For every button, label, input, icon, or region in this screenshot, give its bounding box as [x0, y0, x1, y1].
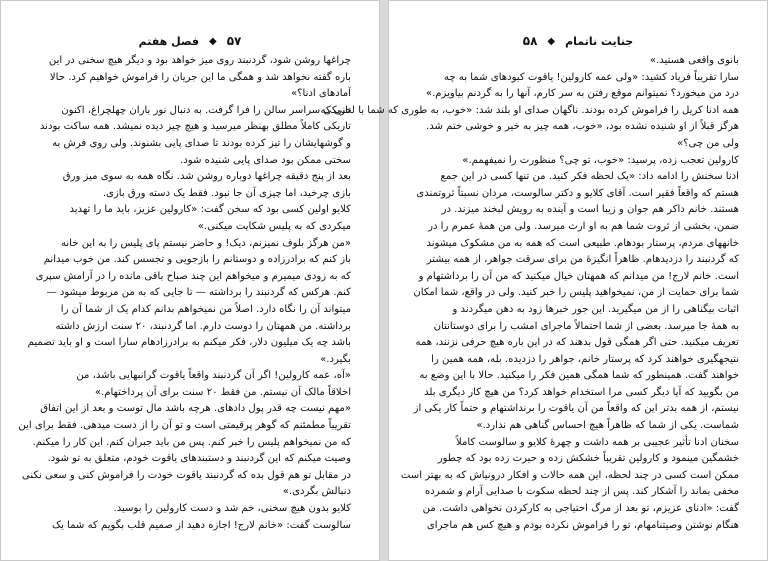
text-line: همه ادنا کریل را فراموش کرده بودند. ناگهان صدای او بلند شد: «خوب، به طوری که شما با لحنی که [320, 104, 739, 116]
text-line: گفت: «ادنای عزیزم، تو بعد از مرگ احتیاجی به کارکردن نخواهی داشت. من [422, 503, 739, 515]
text-line: برداشته. من همهتان را دوست دارم. اما گردنبند، ۲۰ سنت ارزش داشته [55, 320, 351, 332]
text-line: هستند. خانم داکر هم جوان و زیبا است و آینده به رویش لبخند میزند. در [441, 204, 739, 216]
text-line: ولی من چی؟» [676, 137, 739, 149]
text-line: که من نمیخواهم پلیس را خبر کنم. پس من باید جبران کنم. این کار را میکنم. [32, 436, 351, 448]
text-line: سالوست گفت: «خانم لارج! اجازه دهید از صمیم قلب بگویم که شما یک [51, 519, 351, 531]
text-line: میتواند آن را نگاه دارد. اصلاً من نمیخواهم بدانم کدام یک از شما آن را [60, 303, 351, 315]
text-line: باز کنم که برادرزاده و دوستانم را بازجویی و تجسس کند. من خوب میدانم [43, 254, 351, 266]
text-line: اثبات بیگناهی را از من میگیرید. این جور خبرها زود به دهن میگردند و [452, 303, 739, 315]
text-line: که گردنبند را دزدیدهام. ظاهراً انگیزهٔ من برای سرقت جواهر، از همه بیشتر [426, 254, 739, 266]
text-line: بعد از پنج دقیقه چراغها دوباره روشن شد. نگاه همه به سوی میز ورق [62, 171, 351, 183]
left-page [0, 0, 380, 561]
text-line: هستم که واقعاً فقیر است. آقای کلایو و دکتر سالوست، مردان نسبتاً ثروتمندی [416, 187, 739, 199]
page-number: ۵۸ [522, 34, 538, 48]
text-line: خانههای مردم، پرستار بودهام. طبیعی است که همه به من مشکوک میشوند [426, 237, 739, 249]
text-line: ممکن است کسی در چند لحظه، این همه حالات و افکار درونیاش که به بهتر است [400, 469, 739, 481]
text-line: آمادهای ادنا؟» [290, 88, 351, 100]
text-line: ضمن، بخشی از ثروت شما هم به او ارث میرسد. ولی من همهٔ عمرم را در [428, 220, 739, 232]
text-line: هنگام نوشتن وصیتنامهام، تو را فراموش نکرده بودم و هیچ کس هم ماجرای [426, 519, 739, 531]
book-title: جنایت ناتمام [565, 34, 634, 48]
text-line: چراغها روشن شود، گردنبند روی میز خواهد بود و دیگر هیچ سخنی در این [48, 55, 351, 66]
text-line: تقریباً مطمئنم که گوهر پرقیمتی است و تو آن را از دست میدهی. فقط برای این [18, 420, 351, 432]
diamond-separator-icon: ◆ [209, 35, 217, 47]
text-line: میکردی که به پلیس شکایت میکنی.» [197, 220, 351, 232]
diamond-separator-icon: ◆ [547, 35, 556, 47]
page-body [18, 53, 351, 534]
text-line: «مهم نیست چه قدر پول دادهای. هرچه باشد مال توست و بعد از این اتفاق [40, 403, 351, 415]
page-header [29, 31, 351, 51]
text-line: مخفی بماند را آشکار کند. پس از چند لحظه سکوت با صدایی آرام و شمرده [424, 486, 739, 498]
text-line: نتیجهگیری خواهند کرد که پرستار خانم، جواهر را دزدیده. بله، همه همین را [431, 353, 739, 365]
text-line: کلایو اولین کسی بود که سخن گفت: «کارولین عزیز، باید ما را تهدید [69, 204, 351, 216]
text-line: خواهند گفت. همینطور که شما همگی همین فکر را میکنید. حالا با این وضع به [419, 370, 739, 382]
text-line: کنم. هرکس که گردنبند را برداشته — تا جایی که به من مربوط میشود — [46, 287, 351, 299]
text-line: من بگویید که آیا دیگر کسی مرا استخدام خواهد کرد؟ من هیچ کار دیگری بلد [424, 386, 739, 398]
text-line: نیستم، از همه بدتر این که واقعاً من آن یاقوت را برنداشتهام و حتماً کار یکی از [413, 403, 739, 415]
page-number: ۵۷ [226, 34, 242, 48]
text-line: کلایو بدون هیچ سخنی، خم شد و دست کارولین را بوسید. [113, 503, 351, 515]
text-line: «من هرگز بلوف نمیزنم، دیک! و حاضر نیستم پای پلیس را به این خانه [60, 237, 351, 249]
text-line: «آه، عمه کارولین! اگر آن گردنبند واقعاً یاقوت گرانبهایی باشد، من [76, 370, 351, 382]
text-line: تاریکی کاملاً مطلق بهنظر میرسید و هیچ چیز دیده نمیشد. همه ساکت بودند [39, 121, 351, 133]
text-line: و گوشهایشان را تیز کرده بودند تا صدای پایی بشنوند. ولی روی فرش به [52, 137, 351, 149]
text-line: تعریف میکنید. حتی اگر همگی قول بدهند که در این باره هیچ حرفی نزنند، همه [415, 337, 739, 349]
text-line: سارا تقریباً فریاد کشید: «ولی عمه کارولین! یاقوت کبودهای شما به چه [443, 71, 739, 83]
text-line: هرگز قبلاً از او شنیده نشده بود، «خوب، همه چیز به خیر و خوشی ختم شد. [425, 121, 739, 133]
text-line: دنبالش بگردی.» [282, 486, 351, 498]
text-line: خشمگین مینمود و کارولین تقریباً خشکش زده و حیرت زده بود که چطور [437, 453, 739, 465]
text-line: سخنان ادنا تأثیر عجیبی بر همه داشت و چهرهٔ کلایو و سالوست کاملاً [455, 436, 739, 448]
text-line: شماست. یکی از شما که ظاهراً هیچ احساس گناهی هم ندارد.» [476, 420, 739, 432]
text-line: به همهٔ جا میرسد. بعضی از شما احتمالاً ماجرای امشب را برای دوستانتان [433, 320, 739, 332]
text-line: وصیت میکنم که این گردنبند و دستبندهای یاقوت خودم، متعلق به تو شود. [47, 453, 351, 465]
text-line: است. خانم لارج! من میدانم که همهتان خیال میکنید که من آن را برداشتهام و [418, 270, 739, 282]
text-line: سختی ممکن بود صدای پایی شنیده شود. [180, 154, 351, 166]
text-line: ادنا سخنش را ادامه داد: «یک لحظه فکر کنید. من تنها کسی در این جمع [440, 171, 739, 183]
text-line: بانوی واقعی هستید.» [649, 55, 739, 66]
text-line: باره گفته نخواهد شد و همگی ما این جریان را فراموش خواهیم کرد. حالا [49, 71, 351, 83]
page-header [417, 31, 739, 51]
text-line: شما برای حمایت از من، نمیخواهید پلیس را خبر کنید. ولی در واقع، شما امکان [413, 287, 739, 299]
text-line: بازی چرخید، اما چیزی آن جا نبود. فقط یک دسته ورق بازی. [102, 187, 351, 199]
text-line: باشد چه یک میلیون دلار، فکر میکنم به برادرزادهام سارا است و او باید تصمیم [27, 337, 351, 349]
text-line: اخلاقاً مالک آن نیستم. من فقط ۲۰ سنت برای آن پرداختهام.» [94, 386, 351, 398]
text-line: بگیرد.» [320, 353, 351, 365]
text-line: که به زودی میمیرم و میخواهم این چند صباح باقی مانده را در آرامش سپری [35, 270, 351, 282]
text-line: کارولین تعجب زده، پرسید: «خوب، تو چی؟ منظورت را نمیفهمم.» [462, 154, 739, 166]
text-line: در مقابل تو هم قول بده که گردنبند یاقوت خودت را فراموش کنی و سعی نکنی [21, 469, 351, 481]
text-line: تاریکی سراسر سالن را فرا گرفت. به دنبال نور باران چهلچراغ، اکنون [61, 104, 351, 116]
chapter-title: فصل هفتم [138, 34, 199, 48]
text-line: درد من میخورد؟ نمیتوانم موقع رفتن به سر کارم، آنها را به گردنم بیاویزم.» [425, 88, 739, 100]
